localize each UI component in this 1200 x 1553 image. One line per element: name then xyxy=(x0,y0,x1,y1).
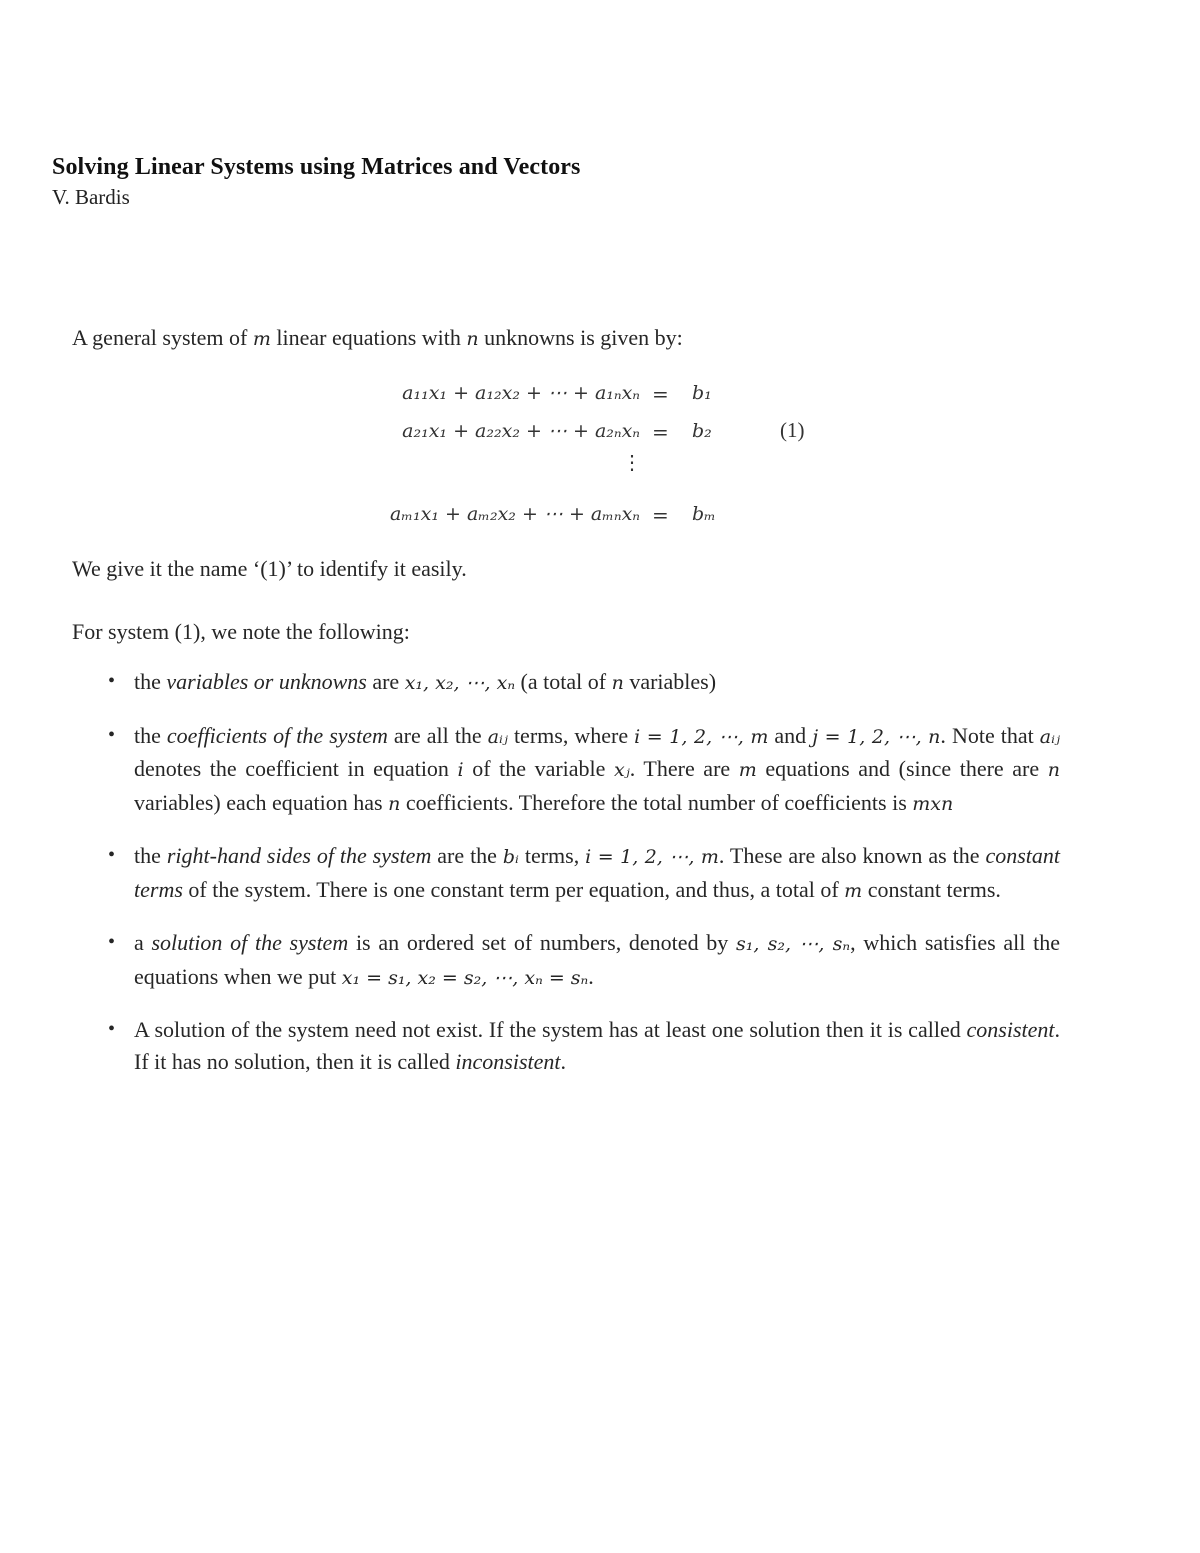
intro-paragraph xyxy=(72,322,1062,355)
notes-intro-paragraph: For system (1), we note the following: xyxy=(72,619,410,644)
list-item xyxy=(108,840,1060,907)
list-item xyxy=(108,720,1060,821)
text: denotes the coefficient in equation xyxy=(134,756,458,781)
text: variables) xyxy=(623,669,717,694)
bullet-icon: • xyxy=(108,670,116,692)
text: . Note that xyxy=(940,722,1040,748)
text: equations and (since there are xyxy=(756,756,1048,781)
text: constant terms. xyxy=(862,876,1001,902)
emphasis: constant terms xyxy=(134,843,1060,902)
math: m xyxy=(738,759,757,781)
math: n xyxy=(388,792,401,815)
math: n xyxy=(611,672,624,694)
text: terms, where xyxy=(507,722,635,748)
emphasis: right-hand sides of the system xyxy=(166,843,432,868)
emphasis: variables or unknowns xyxy=(166,669,367,694)
equation-row-1-rhs: b₁ xyxy=(692,382,712,404)
text: variables) each equation has xyxy=(134,789,389,815)
math: n xyxy=(1047,759,1060,781)
math: i xyxy=(457,759,464,781)
text: coefficients. Therefore the total number of coefficients is xyxy=(400,789,913,815)
text: . xyxy=(560,1048,567,1074)
math: aᵢⱼ xyxy=(1039,725,1060,748)
text: are xyxy=(366,669,405,694)
text: of the variable xyxy=(463,756,614,781)
emphasis: solution of the system xyxy=(151,930,349,955)
equation-label: (1) xyxy=(780,418,805,442)
math: xⱼ xyxy=(614,759,630,781)
text: the xyxy=(134,843,167,868)
math: i = 1, 2, ⋯, m xyxy=(585,846,719,868)
text: is an ordered set of numbers, denoted by xyxy=(348,930,737,955)
bullet-icon: • xyxy=(108,931,116,953)
math: i = 1, 2, ⋯, m xyxy=(634,725,769,748)
math: bᵢ xyxy=(502,846,519,868)
text: . If it has no solution, then it is called xyxy=(134,1017,1060,1074)
equation-row-m-equals: = xyxy=(652,503,669,527)
equation-row-m-rhs: bₘ xyxy=(692,503,716,525)
naming-paragraph: We give it the name ‘(1)’ to identify it easily. xyxy=(72,556,467,581)
notes-list xyxy=(108,666,1060,1097)
text: and xyxy=(768,722,813,748)
text: of the system. There is one constant term per equation, and thus, a total of xyxy=(182,876,845,902)
intro-text-1: A general system of xyxy=(72,325,253,350)
text: terms, xyxy=(518,843,586,868)
text: , which satisfies all the equations when we put xyxy=(134,930,1061,989)
intro-text-3: unknowns is given by: xyxy=(478,325,683,350)
math: mxn xyxy=(912,792,954,815)
equation-row-1-lhs: a₁₁x₁ + a₁₂x₂ + ⋯ + a₁ₙxₙ xyxy=(402,382,640,404)
intro-math-n: n xyxy=(466,328,479,350)
equation-row-2-lhs: a₂₁x₁ + a₂₂x₂ + ⋯ + a₂ₙxₙ xyxy=(402,420,640,442)
text: the xyxy=(134,669,167,694)
math: s₁, s₂, ⋯, sₙ xyxy=(736,933,851,955)
text: a xyxy=(134,930,152,955)
bullet-icon: • xyxy=(108,1018,116,1040)
math: m xyxy=(844,879,863,902)
text: (a total of xyxy=(515,669,612,694)
math: j = 1, 2, ⋯, n xyxy=(812,725,941,748)
emphasis: consistent xyxy=(966,1017,1055,1042)
equation-row-2-equals: = xyxy=(652,420,669,444)
equation-row-2-rhs: b₂ xyxy=(692,420,712,442)
equation-row-1-equals: = xyxy=(652,382,669,406)
list-item xyxy=(108,927,1060,994)
text: . xyxy=(588,963,594,989)
text: are all the xyxy=(387,722,488,748)
text: . These are also known as the xyxy=(718,843,986,868)
math: x₁, x₂, ⋯, xₙ xyxy=(404,672,516,694)
bullet-icon: • xyxy=(108,723,116,746)
equation-row-m-lhs: aₘ₁x₁ + aₘ₂x₂ + ⋯ + aₘₙxₙ xyxy=(390,503,640,525)
document-title: Solving Linear Systems using Matrices and Vectors xyxy=(52,154,581,180)
vertical-ellipsis: ⋮ xyxy=(622,450,642,474)
text: are the xyxy=(431,843,503,868)
emphasis: inconsistent xyxy=(455,1048,561,1074)
list-item xyxy=(108,1014,1060,1077)
document-author: V. Bardis xyxy=(52,185,130,209)
intro-text-2: linear equations with xyxy=(270,325,467,350)
intro-math-m: m xyxy=(252,328,271,350)
bullet-icon: • xyxy=(108,844,116,866)
emphasis: coefficients of the system xyxy=(166,722,388,748)
text: the xyxy=(134,722,167,748)
list-item xyxy=(108,666,1060,700)
math: x₁ = s₁, x₂ = s₂, ⋯, xₙ = sₙ xyxy=(341,966,589,989)
text: . There are xyxy=(629,756,739,781)
math: aᵢⱼ xyxy=(487,725,508,748)
text: A solution of the system need not exist. If the system has at least one solution then it is called xyxy=(134,1017,967,1042)
